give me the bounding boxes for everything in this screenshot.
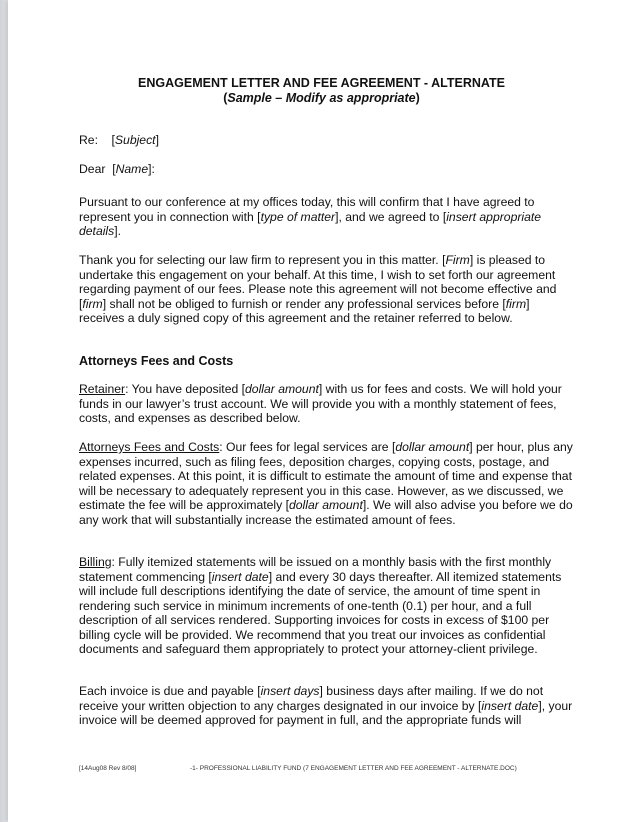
footer-page-info: -1- PROFESSIONAL LIABILITY FUND (7 ENGAGEMENT LETTER AND FEE AGREEMENT - ALTERNATE.DOC) [190, 765, 517, 772]
section-heading: Attorneys Fees and Costs [79, 354, 234, 368]
paragraph-thanks: Thank you for selecting our law firm to represent you in this matter. [Firm] is pleased to undertake this engagement on your behalf. At this time, I wish to set forth our agreement regarding payment of our fees. Please note this agreement will not become effective and [firm] shall not be obliged to furnish or render any professional services before [firm] receives a duly signed copy of this agreement and the retainer referred to below. [79, 253, 557, 325]
paragraph-retainer: Retainer: You have deposited [dollar amount] with us for fees and costs. We will hold your funds in our lawyer’s trust account. We will provide you with a monthly statement of fees, costs, and expenses as described below. [79, 382, 562, 425]
fees-label: Attorneys Fees and Costs [79, 440, 220, 454]
paragraph-invoice: Each invoice is due and payable [insert days] business days after mailing. If we do not receive your written objection to any charges designated in our invoice by [insert date], your invoice will be deemed approved for payment in full, and the appropriate funds will [79, 684, 573, 727]
re-value: [Subject] [111, 133, 159, 147]
re-label: Re: [79, 133, 98, 147]
billing-label: Billing [79, 555, 112, 569]
footer-revision: [14Aug08 Rev 8/08] [79, 765, 137, 772]
paragraph-intro: Pursuant to our conference at my offices today, this will confirm that I have agreed to represent you in connection with [type of matter], and we agreed to [insert appropriate details]. [79, 195, 542, 238]
window-edge [0, 0, 8, 822]
paragraph-billing: Billing: Fully itemized statements will be issued on a monthly basis with the first monthly statement commencing [insert date] and every 30 days thereafter. All itemized statements will include full descriptions identifying the date of service, the amount of time spent in rendering such service in minimum increments of one-tenth (0.1) per hour, and a full description of all services rendered. Supporting invoices for costs in excess of $100 per billing cycle will be provided. We recommend that you treat our invoices as confidential documents and safeguard them appropriately to protect your attorney-client privilege. [79, 555, 562, 656]
dear-value: [Name]: [112, 162, 155, 176]
salutation [79, 162, 574, 177]
paragraph-fees: Attorneys Fees and Costs: Our fees for legal services are [dollar amount] per hour, plus any expenses incurred, such as filing fees, deposition charges, copying costs, postage, and related expenses. At this point, it is difficult to estimate the amount of time and expense that will be necessary to adequately represent you in this case. However, as we discussed, we estimate the fee will be approximately [dollar amount]. We will also advise you before we do any work that will substantially increase the estimated amount of fees. [79, 440, 573, 527]
document-title: ENGAGEMENT LETTER AND FEE AGREEMENT - ALTERNATE [138, 76, 505, 90]
dear-label: Dear [79, 162, 106, 176]
retainer-label: Retainer [79, 382, 126, 396]
re-line [79, 133, 574, 148]
document-subtitle: (Sample – Modify as appropriate) [223, 91, 420, 105]
